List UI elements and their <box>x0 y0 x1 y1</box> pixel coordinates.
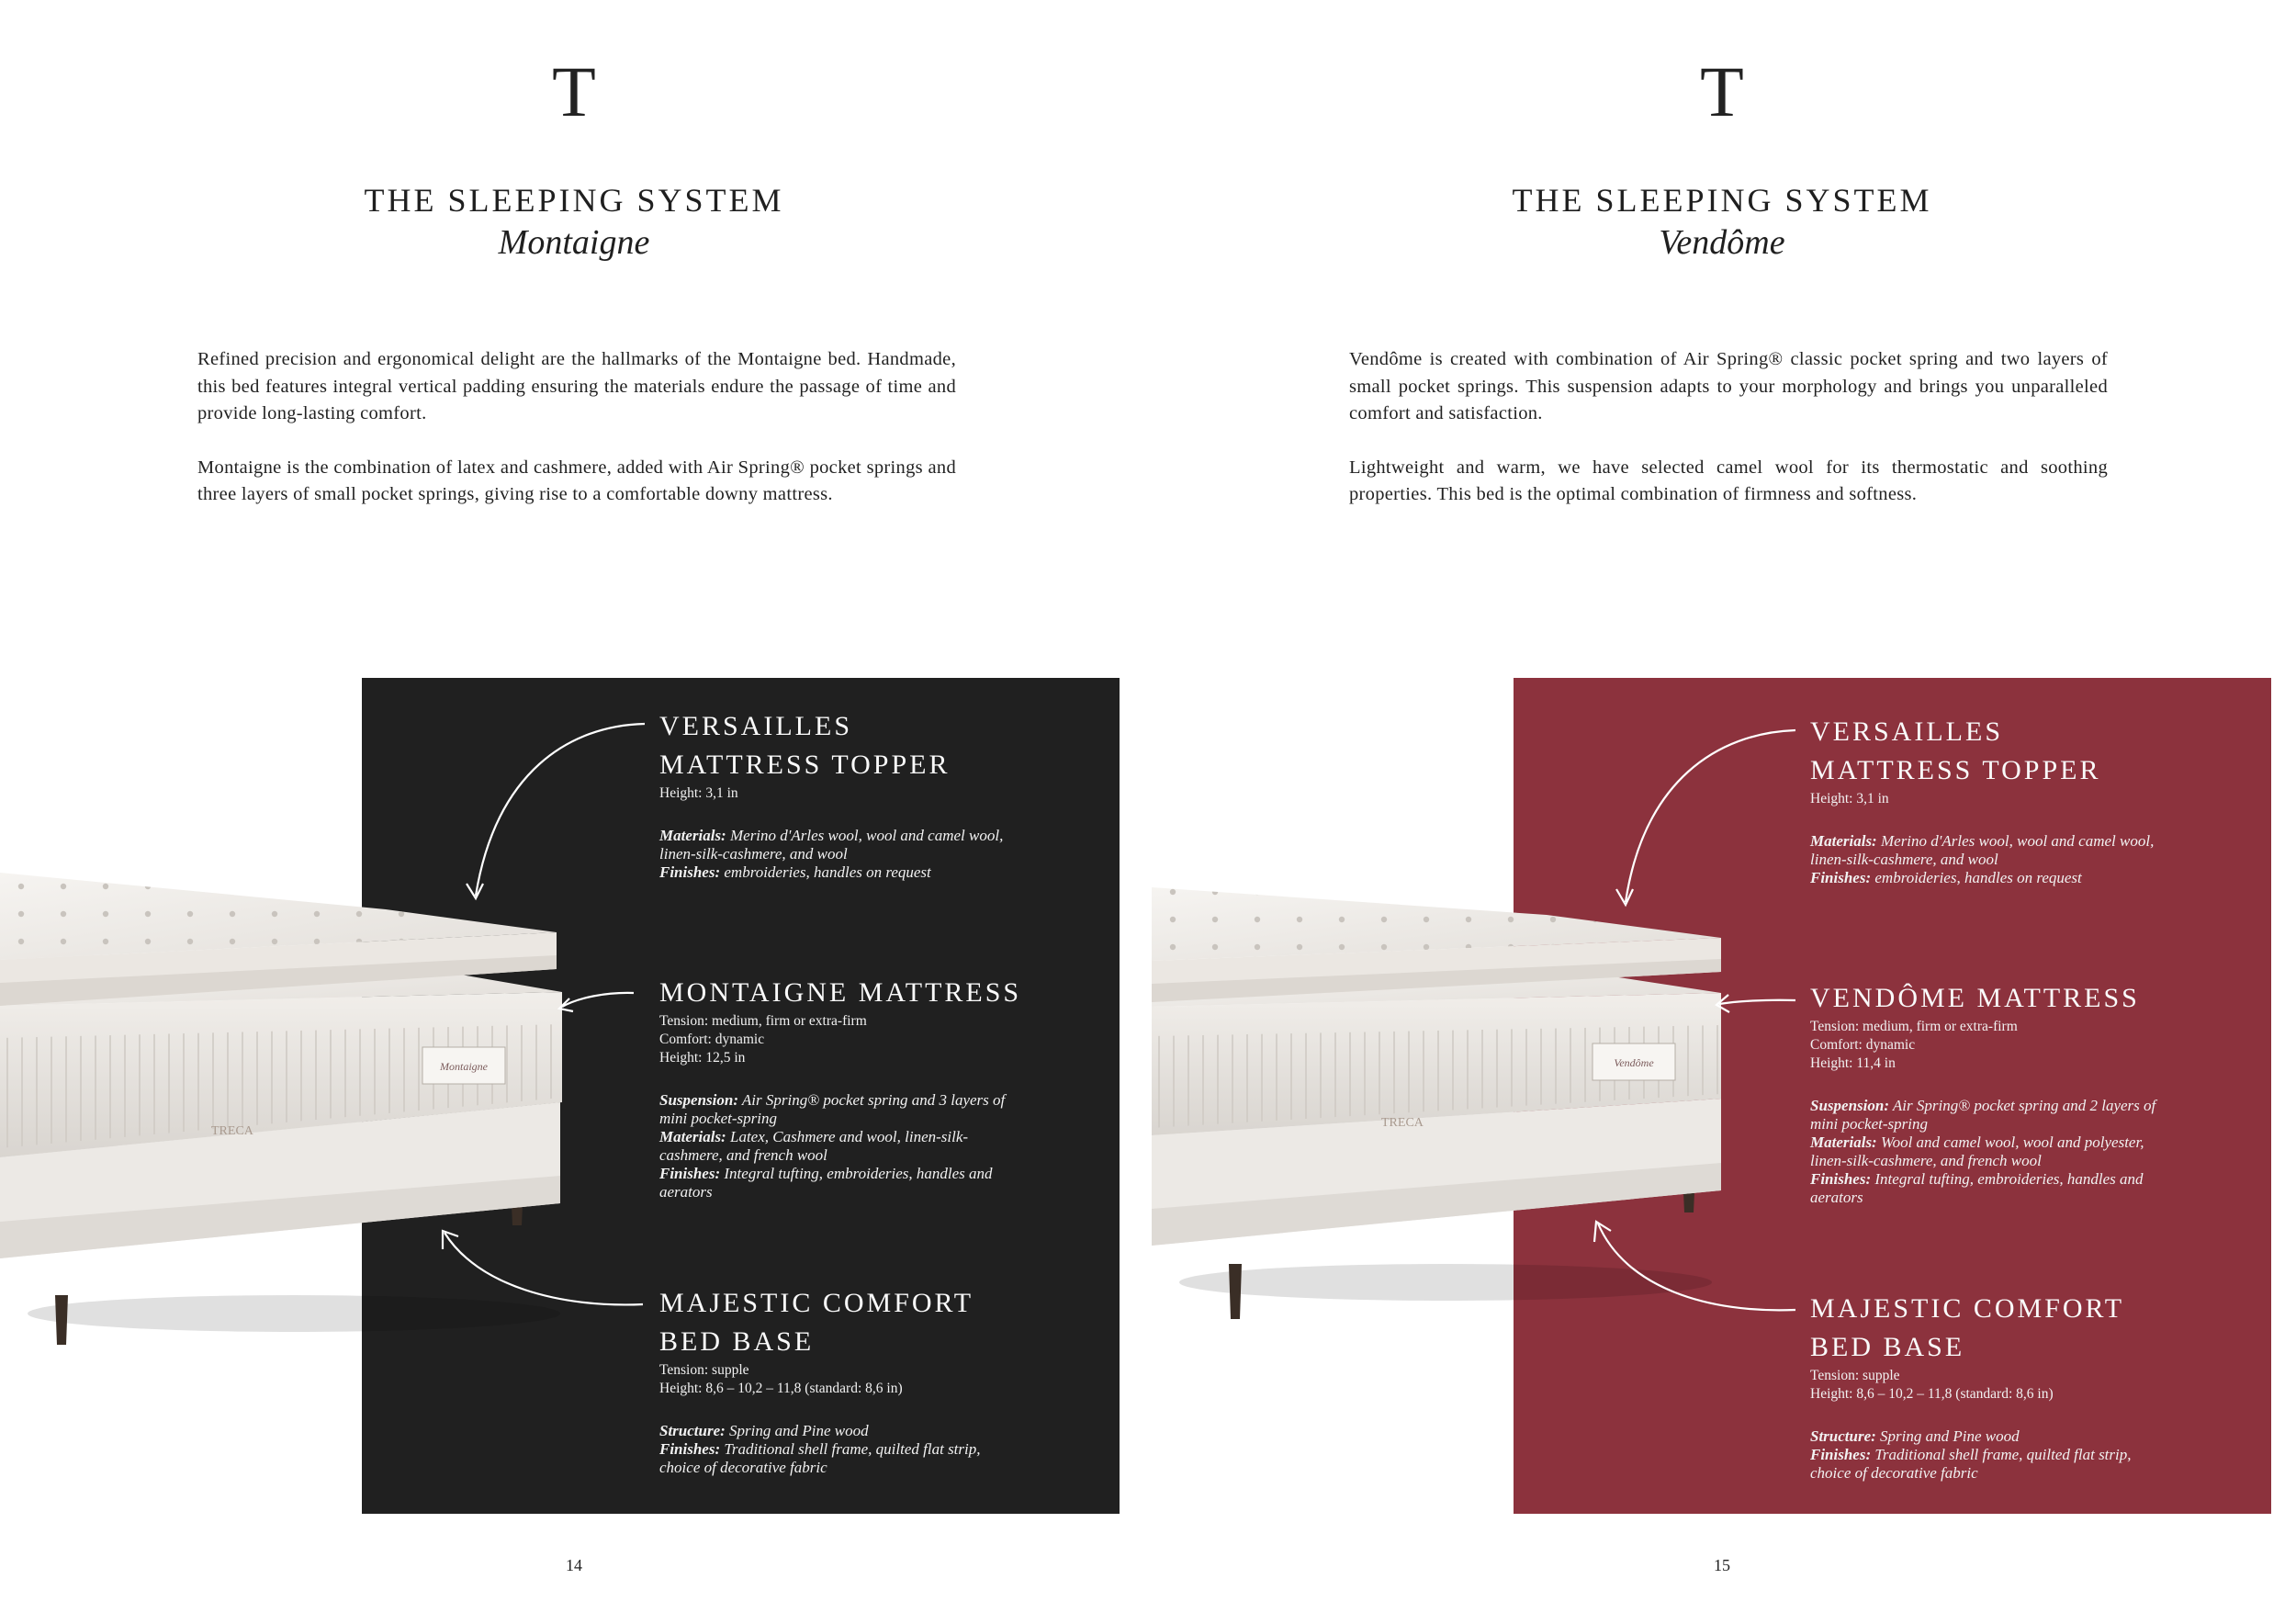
svg-text:TRECA: TRECA <box>1381 1116 1424 1130</box>
right-page <box>1148 0 2296 1624</box>
topper-finishes: embroideries, handles on request <box>1871 869 2082 886</box>
base-structure: Spring and Pine wood <box>1875 1427 2020 1445</box>
mattress-title: VENDÔME MATTRESS <box>1810 983 2140 1013</box>
topper-materials: linen-silk-cashmere, and wool <box>659 845 848 863</box>
topper-height: Height: 3,1 in <box>659 785 738 801</box>
label: Finishes: <box>659 1440 721 1458</box>
base-structure: Spring and Pine wood <box>725 1422 869 1439</box>
topper-title: MATTRESS TOPPER <box>659 750 951 780</box>
label: Finishes: <box>659 1165 721 1182</box>
mattress-suspension: Air Spring® pocket spring and 3 layers of <box>737 1091 1006 1109</box>
page-number: 14 <box>566 1556 582 1574</box>
base-title: BED BASE <box>1810 1332 1965 1362</box>
base-info <box>659 1284 981 1477</box>
base-tension: Tension: supple <box>1810 1368 1900 1383</box>
intro-text <box>1349 346 2108 536</box>
mattress-finishes: Integral tufting, embroideries, handles and <box>1871 1170 2144 1188</box>
mattress-suspension: mini pocket-spring <box>1810 1115 1928 1133</box>
page-title: THE SLEEPING SYSTEM <box>364 182 784 219</box>
mattress-suspension: mini pocket-spring <box>659 1110 777 1127</box>
svg-text:TRECA: TRECA <box>211 1124 253 1138</box>
topper-title: VERSAILLES <box>659 711 852 741</box>
mattress-finishes: aerators <box>659 1183 713 1201</box>
label: Finishes: <box>1810 1170 1872 1188</box>
base-height: Height: 8,6 – 10,2 – 11,8 (standard: 8,6 in) <box>659 1381 903 1396</box>
mattress-finishes: aerators <box>1810 1189 1863 1206</box>
intro-paragraph: Vendôme is created with combination of Air Spring® classic pocket spring and two layers of small pocket springs. This suspension adapts to your morphology and brings you unparalleled comfort and satisfaction. <box>1349 349 2108 423</box>
mattress-materials: Latex, Cashmere and wool, linen-silk- <box>726 1128 969 1145</box>
mattress-height: Height: 11,4 in <box>1810 1055 1896 1071</box>
svg-text:Montaigne: Montaigne <box>440 1060 488 1073</box>
label: Finishes: <box>1810 869 1872 886</box>
mattress-title: MONTAIGNE MATTRESS <box>659 977 1022 1008</box>
mattress-height: Height: 12,5 in <box>659 1050 746 1066</box>
label: Suspension: <box>1810 1097 1889 1114</box>
mattress-suspension: Air Spring® pocket spring and 2 layers of <box>1888 1097 2156 1114</box>
page-title: THE SLEEPING SYSTEM <box>1512 182 1932 219</box>
intro-paragraph: Lightweight and warm, we have selected camel wool for its thermostatic and soothing properties. This bed is the optimal combination of firmness and softness. <box>1349 457 2108 504</box>
topper-title: MATTRESS TOPPER <box>1810 755 2101 785</box>
label: Structure: <box>1810 1427 1876 1445</box>
base-title: BED BASE <box>659 1326 815 1357</box>
label: Finishes: <box>1810 1446 1872 1463</box>
base-finishes: Traditional shell frame, quilted flat strip, <box>720 1440 981 1458</box>
base-tension: Tension: supple <box>659 1362 749 1378</box>
topper-finishes: embroideries, handles on request <box>720 863 931 881</box>
label: Materials: <box>1810 832 1877 850</box>
mattress-comfort: Comfort: dynamic <box>1810 1037 1916 1053</box>
label: Materials: <box>659 827 726 844</box>
topper-info <box>659 707 1003 882</box>
page-subtitle: Montaigne <box>498 223 650 262</box>
base-title: MAJESTIC COMFORT <box>1810 1293 2125 1324</box>
base-info <box>1810 1290 2132 1483</box>
brand-logo: T <box>1700 51 1744 131</box>
label: Suspension: <box>659 1091 738 1109</box>
topper-info <box>1810 713 2154 887</box>
mattress-tension: Tension: medium, firm or extra-firm <box>659 1013 867 1029</box>
base-finishes: choice of decorative fabric <box>659 1459 827 1476</box>
mattress-comfort: Comfort: dynamic <box>659 1032 765 1047</box>
mattress-materials: Wool and camel wool, wool and polyester, <box>1876 1133 2144 1151</box>
svg-text:Vendôme: Vendôme <box>1614 1056 1654 1069</box>
page-number: 15 <box>1714 1556 1730 1574</box>
intro-paragraph: Refined precision and ergonomical delight are the hallmarks of the Montaigne bed. Handmade, this bed features integral vertical padding ensuring the materials endure the passage of time and provide long-lasting comfort. <box>197 349 956 423</box>
topper-title: VERSAILLES <box>1810 716 2003 747</box>
topper-materials: linen-silk-cashmere, and wool <box>1810 851 1998 868</box>
topper-height: Height: 3,1 in <box>1810 791 1889 806</box>
intro-paragraph: Montaigne is the combination of latex and cashmere, added with Air Spring® pocket springs and three layers of small pocket springs, giving rise to a comfortable downy mattress. <box>197 457 956 504</box>
mattress-info <box>659 974 1021 1201</box>
base-finishes: Traditional shell frame, quilted flat strip, <box>1871 1446 2132 1463</box>
mattress-tension: Tension: medium, firm or extra-firm <box>1810 1019 2018 1034</box>
base-finishes: choice of decorative fabric <box>1810 1464 1978 1482</box>
page-subtitle: Vendôme <box>1659 223 1785 262</box>
mattress-materials: linen-silk-cashmere, and french wool <box>1810 1152 2042 1169</box>
intro-text <box>197 346 956 536</box>
topper-materials: Merino d'Arles wool, wool and camel wool, <box>1876 832 2155 850</box>
bed-illustration <box>1152 823 1739 1374</box>
base-title: MAJESTIC COMFORT <box>659 1288 974 1318</box>
label: Structure: <box>659 1422 726 1439</box>
label: Materials: <box>659 1128 726 1145</box>
mattress-materials: cashmere, and french wool <box>659 1146 827 1164</box>
mattress-finishes: Integral tufting, embroideries, handles and <box>720 1165 993 1182</box>
topper-materials: Merino d'Arles wool, wool and camel wool, <box>726 827 1004 844</box>
label: Finishes: <box>659 863 721 881</box>
mattress-info <box>1810 979 2155 1207</box>
base-height: Height: 8,6 – 10,2 – 11,8 (standard: 8,6 in) <box>1810 1386 2054 1402</box>
label: Materials: <box>1810 1133 1877 1151</box>
brand-logo: T <box>552 51 596 131</box>
bed-illustration <box>0 818 588 1369</box>
